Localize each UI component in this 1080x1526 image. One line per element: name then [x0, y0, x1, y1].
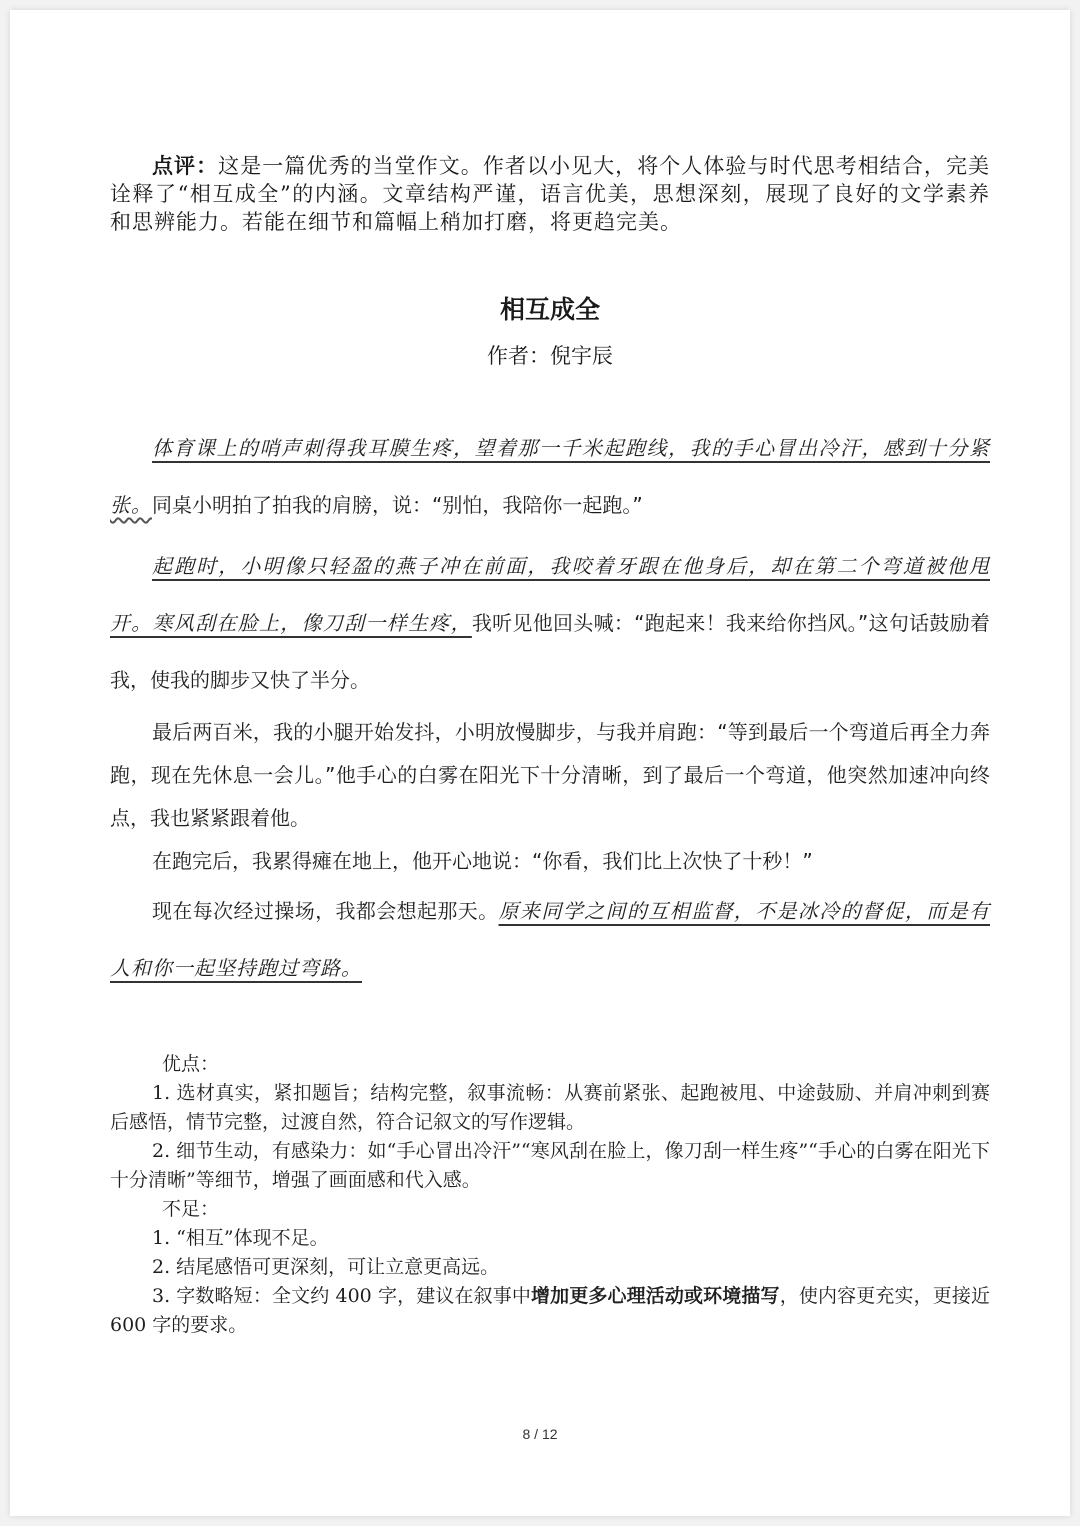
review-label: 点评：	[152, 153, 219, 178]
paragraph-text: 现在每次经过操场，我都会想起那天。	[152, 899, 499, 923]
paragraph-text: 同桌小明拍了拍我的肩膀，说：“别怕，我陪你一起跑。”	[152, 493, 643, 517]
weakness-item: 1. “相互”体现不足。	[152, 1227, 329, 1249]
weakness-emphasis: 增加更多心理活动或环境描写	[530, 1285, 780, 1307]
essay-title: 相互成全	[499, 295, 600, 324]
essay-paragraph-5	[110, 883, 990, 997]
review-paragraph	[110, 152, 990, 236]
wavy-underlined-text: 张。	[110, 493, 152, 517]
weakness-text: ，使内容更充实，更接近 600 字的要求。	[110, 1285, 990, 1336]
weakness-text: 3. 字数略短：全文约 400 字，建议在叙事中	[152, 1285, 531, 1307]
essay-body	[110, 420, 990, 997]
review-text: 这是一篇优秀的当堂作文。作者以小见大，将个人体验与时代思考相结合，完美诠释了“相互成全”的内涵。文章结构严谨，语言优美，思想深刻，展现了良好的文学素养和思辨能力。若能在细节和篇幅上稍加打磨，将更趋完美。	[110, 154, 991, 234]
handwritten-underlined-text: 起跑时，小明像只轻盈的燕子冲在前面，我咬着牙跟在他身后，却在第二个弯道被他甩开。寒风刮在脸上，像刀刮一样生疼，	[110, 554, 990, 635]
essay-paragraph-3: 最后两百米，我的小腿开始发抖，小明放慢脚步，与我并肩跑：“等到最后一个弯道后再全力奔跑，现在先休息一会儿。”他手心的白雾在阳光下十分清晰，到了最后一个弯道，他突然加速冲向终点，我也紧紧跟着他。	[110, 720, 990, 830]
essay-paragraph-2	[110, 538, 990, 709]
page-number: 8 / 12	[522, 1426, 558, 1442]
essay-paragraph-1	[110, 420, 990, 534]
strengths-heading: 优点：	[162, 1053, 220, 1075]
handwritten-underlined-text: 原来同学之间的互相监督，不是冰冷的督促，而是有人和你一起坚持跑过弯路。	[110, 899, 991, 980]
essay-paragraph-4: 在跑完后，我累得瘫在地上，他开心地说：“你看，我们比上次快了十秒！”	[152, 849, 813, 873]
strength-item: 2. 细节生动，有感染力：如“手心冒出冷汗”“寒风刮在脸上，像刀刮一样生疼”“手心的白雾在阳光下十分清晰”等细节，增强了画面感和代入感。	[110, 1140, 990, 1191]
strength-item: 1. 选材真实，紧扣题旨；结构完整，叙事流畅：从赛前紧张、起跑被甩、中途鼓励、并肩冲刺到赛后感悟，情节完整，过渡自然，符合记叙文的写作逻辑。	[110, 1082, 990, 1133]
evaluation-section	[110, 1050, 990, 1340]
handwritten-underlined-text: 体育课上的哨声刺得我耳膜生疼，望着那一千米起跑线，我的手心冒出冷汗，感到十分紧	[152, 436, 990, 460]
page-content	[110, 152, 991, 1336]
document-page	[10, 10, 1070, 1516]
weakness-item	[110, 1282, 990, 1340]
weakness-item: 2. 结尾感悟可更深刻，可让立意更高远。	[152, 1256, 500, 1278]
essay-author: 作者：倪宇辰	[487, 344, 613, 368]
paragraph-text: 我听见他回头喊：“跑起来！我来给你挡风。”这句话鼓励着我，使我的脚步又快了半分。	[110, 611, 990, 692]
weaknesses-heading: 不足：	[162, 1198, 220, 1220]
